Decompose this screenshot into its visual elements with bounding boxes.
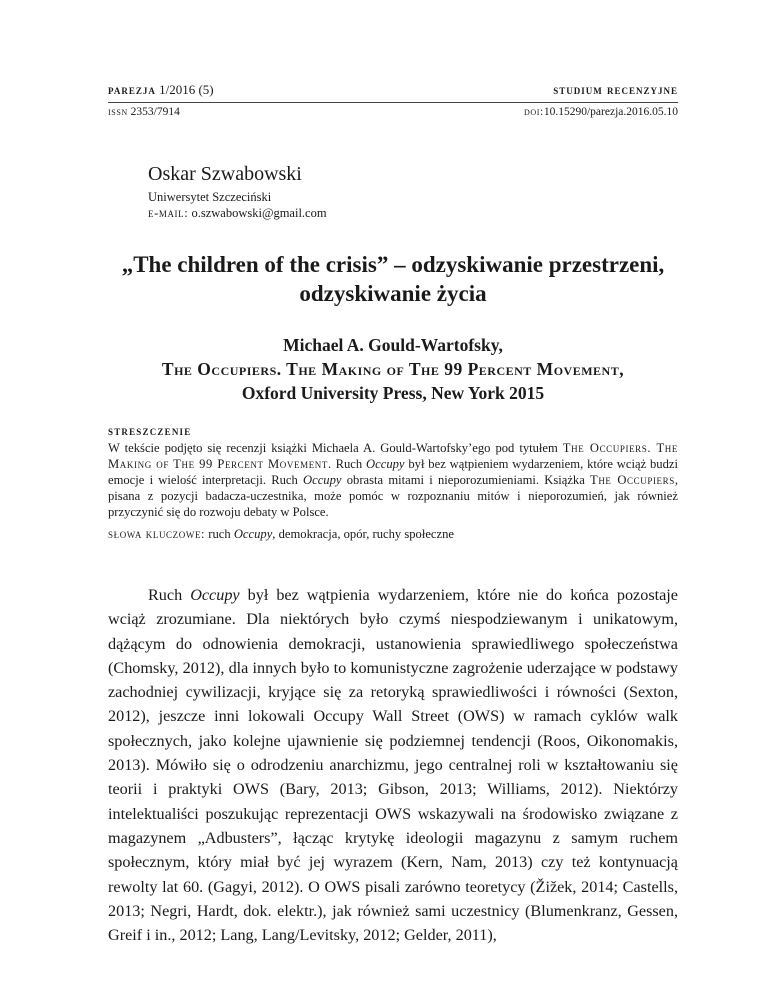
- header-bottom-row: [108, 103, 678, 118]
- author-block: [148, 163, 327, 221]
- abstract-part: był bez wątpieniem wydarzeniem, które wciąż budzi emocje i wielość interpretacji. Ruch: [108, 457, 678, 487]
- journal-issue: 1/2016 (5): [159, 82, 214, 97]
- doi-value: 10.15290/parezja.2016.05.10: [543, 106, 678, 118]
- issn-number: 2353/7914: [130, 106, 180, 118]
- keywords: [108, 526, 678, 542]
- keywords-label: słowa kluczowe:: [108, 527, 206, 541]
- section-label: studium recenzyjne: [553, 82, 678, 97]
- issn-label: issn: [108, 106, 128, 118]
- body-paragraph: [108, 583, 678, 947]
- header-top-row: [108, 82, 678, 103]
- doi-label: doi:: [524, 106, 544, 118]
- title-line-1: „The children of the crisis” – odzyskiwanie przestrzeni,: [121, 252, 665, 277]
- email-label: e-mail:: [148, 206, 189, 220]
- issn-info: [108, 106, 180, 118]
- abstract-part: obrasta mitami i nieporozumieniami. Książka: [341, 473, 591, 487]
- keywords-part: , demokracja, opór, ruchy społeczne: [272, 527, 454, 541]
- book-title: The Occupiers. The Making of The 99 Percent Movement,: [161, 359, 625, 379]
- book-author: Michael A. Gould-Wartofsky,: [283, 335, 503, 355]
- author-affiliation: Uniwersytet Szczeciński: [148, 190, 272, 204]
- abstract-book-short: The Occupiers: [590, 473, 675, 487]
- keywords-occupy: Occupy: [233, 527, 273, 541]
- author-name: Oskar Szwabowski: [148, 163, 302, 185]
- abstract-part: W tekście podjęto się recenzji książki Michaela A. Gould-Wartofsky’ego pod tytułem: [108, 441, 563, 455]
- keywords-part: ruch: [205, 527, 234, 541]
- abstract: [108, 423, 678, 542]
- abstract-occupy: Occupy: [366, 457, 405, 471]
- reviewed-book: [108, 333, 678, 405]
- book-publisher: Oxford University Press, New York 2015: [241, 383, 545, 403]
- article-title: [108, 250, 678, 308]
- journal-info: [108, 82, 214, 98]
- doi-info: [524, 106, 678, 118]
- abstract-heading: streszczenie: [108, 423, 192, 438]
- author-email-line: [148, 205, 327, 221]
- abstract-part: Ruch: [331, 457, 367, 471]
- abstract-book-title: The Occupiers. The Making of The 99 Percent Movement.: [108, 441, 678, 471]
- title-line-2: odzyskiwanie życia: [299, 281, 487, 306]
- page-header: [108, 82, 678, 118]
- abstract-occupy: Occupy: [303, 473, 342, 487]
- body-occupy: Occupy: [190, 586, 240, 604]
- abstract-text: [108, 440, 678, 520]
- author-email[interactable]: o.szwabowski@gmail.com: [191, 206, 327, 220]
- body-part: był bez wątpienia wydarzeniem, które nie do końca pozostaje wciąż zrozumiane. Dla niektórych było czymś niespodziewanym i unikatowym, dążącym do odnowienia demokracji, ustanowienia sprawiedliwego społeczeństwa (Chomsky, 2012), dla innych było to komunistyczne zagrożenie uderzające w podstawy zachodniej cywilizacji, kryjące się za retoryką sprawiedliwości i równości (Sexton, 2012), jeszcze inni lokowali Occupy Wall Street (OWS) w ramach cyklów walk społecznych, jako kolejne ujawnienie się podziemnej tendencji (Roos, Oikonomakis, 2013). Mówiło się o odrodzeniu anarchizmu, jego centralnej roli w kształtowaniu się teorii i praktyki OWS (Bary, 2013; Gibson, 2013; Williams, 2012). Niektórzy intelektualiści poszukując reprezentacji OWS wskazywali na środowisko związane z magazynem „Adbusters”, łącząc krytykę ideologii magazynu z samym ruchem społecznym, który miał być jej wyrazem (Kern, Nam, 2013) czy też kontynuacją rewolty lat 60. (Gagyi, 2012). O OWS pisali zarówno teoretycy (Žižek, 2014; Castells, 2013; Negri, Hardt, dok. elektr.), jak również sami uczestnicy (Blumenkranz, Gessen, Greif i in., 2012; Lang, Lang/Levitsky, 2012; Gelder, 2011),: [108, 586, 678, 945]
- body-part: Ruch: [148, 586, 191, 604]
- abstract-part: , pisana z pozycji badacza-uczestnika, może pomóc w rozpoznaniu mitów i nieporozumień, jak również przyczynić się do rozwoju debaty w Polsce.: [108, 473, 679, 519]
- journal-name: parezja: [108, 82, 156, 97]
